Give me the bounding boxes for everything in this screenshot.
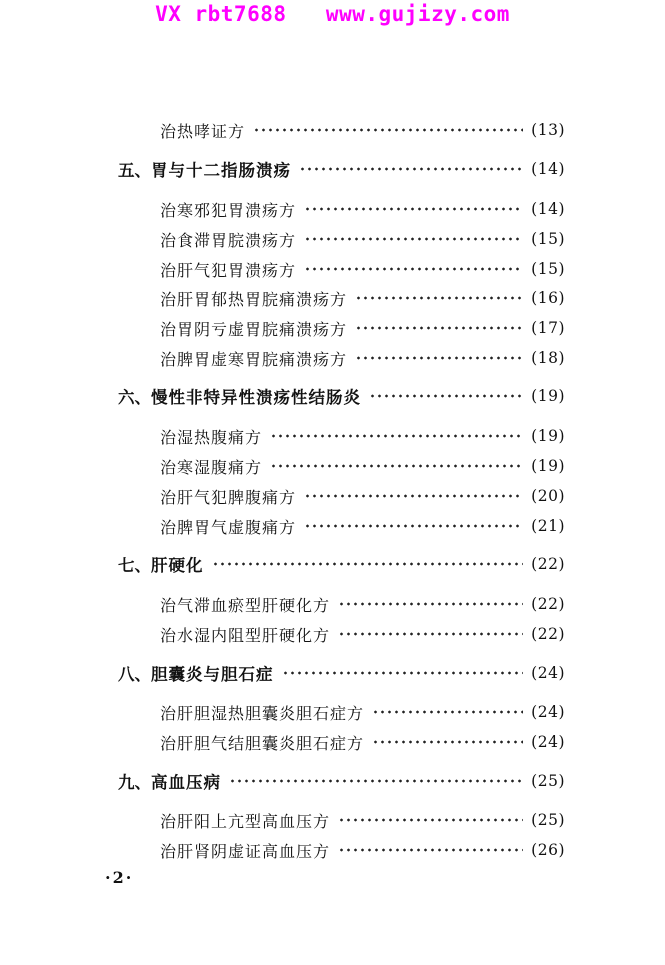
toc-page-number: (15)	[531, 230, 565, 248]
toc-entry[interactable]	[160, 284, 565, 312]
toc-page-number: (19)	[531, 427, 565, 445]
toc-entry[interactable]	[160, 255, 565, 283]
dot-leader	[270, 434, 523, 438]
toc-entry[interactable]	[160, 590, 565, 618]
dot-leader	[338, 818, 523, 822]
toc-entry[interactable]	[160, 620, 565, 648]
toc-entry-title: 治肝胆气结胆囊炎胆石症方	[160, 733, 365, 753]
toc-page-number: (14)	[531, 160, 565, 178]
toc-page-number: (14)	[531, 200, 565, 218]
toc-section-number: 六、	[118, 388, 151, 407]
toc-page-number: (18)	[531, 349, 565, 367]
watermark-text: VX rbt7688 www.gujizy.com	[155, 2, 510, 26]
toc-page-number: (16)	[531, 289, 565, 307]
toc-entry[interactable]	[160, 728, 565, 756]
toc-section-number: 八、	[118, 665, 151, 684]
toc-entry-title: 慢性非特异性溃疡性结肠炎	[151, 388, 361, 407]
toc-page-number: (17)	[531, 319, 565, 337]
page-number: ·2·	[105, 868, 134, 887]
toc-entry-title: 治脾胃虚寒胃脘痛溃疡方	[160, 349, 348, 369]
toc-section-entry[interactable]	[118, 550, 565, 578]
toc-page-number: (22)	[531, 595, 565, 613]
toc-page-number: (22)	[531, 555, 565, 573]
toc-entry-title: 治脾胃气虚腹痛方	[160, 517, 297, 537]
toc-entry[interactable]	[160, 225, 565, 253]
toc-section-entry[interactable]	[118, 155, 565, 183]
toc-entry-title: 治湿热腹痛方	[160, 427, 263, 447]
toc-section-entry[interactable]	[118, 382, 565, 410]
toc-entry-title: 治肝胃郁热胃脘痛溃疡方	[160, 289, 348, 309]
dot-leader	[338, 602, 523, 606]
dot-leader	[372, 740, 523, 744]
toc-page-number: (15)	[531, 260, 565, 278]
dot-leader	[355, 356, 523, 360]
toc-entry[interactable]	[160, 482, 565, 510]
toc-entry[interactable]	[160, 314, 565, 342]
toc-entry[interactable]	[160, 806, 565, 834]
dot-leader	[304, 237, 523, 241]
toc-page-number: (26)	[531, 841, 565, 859]
toc-entry-title: 治肝气犯脾腹痛方	[160, 487, 297, 507]
dot-leader	[355, 326, 523, 330]
toc-section-number: 九、	[118, 773, 151, 792]
toc-entry-title: 治寒邪犯胃溃疡方	[160, 200, 297, 220]
dot-leader	[304, 524, 523, 528]
toc-page-number: (19)	[531, 457, 565, 475]
toc-entry-title: 治肝气犯胃溃疡方	[160, 260, 297, 280]
toc-entry-title: 治肝肾阴虚证高血压方	[160, 841, 331, 861]
dot-leader	[369, 394, 523, 398]
toc-page-number: (22)	[531, 625, 565, 643]
dot-leader	[304, 267, 523, 271]
dot-leader	[229, 779, 523, 783]
toc-entry-title: 治寒湿腹痛方	[160, 457, 263, 477]
toc-entry-title: 肝硬化	[151, 556, 204, 575]
toc-entry-title: 高血压病	[151, 773, 221, 792]
dot-leader	[338, 848, 523, 852]
dot-leader	[304, 494, 523, 498]
dot-leader	[282, 671, 524, 675]
dot-leader	[299, 167, 523, 171]
toc-entry[interactable]	[160, 116, 565, 144]
toc-entry-title: 治水湿内阻型肝硬化方	[160, 625, 331, 645]
toc-section-entry[interactable]	[118, 659, 565, 687]
toc-page-number: (13)	[531, 121, 565, 139]
toc-entry[interactable]	[160, 836, 565, 864]
dot-leader	[304, 207, 523, 211]
toc-entry[interactable]	[160, 698, 565, 726]
toc-page-number: (25)	[531, 772, 565, 790]
toc-entry[interactable]	[160, 422, 565, 450]
toc-entry[interactable]	[160, 452, 565, 480]
toc-section-number: 五、	[118, 161, 151, 180]
toc-entry-title: 治肝阳上亢型高血压方	[160, 811, 331, 831]
toc-entry-title: 治肝胆湿热胆囊炎胆石症方	[160, 703, 365, 723]
toc-entry[interactable]	[160, 195, 565, 223]
toc-entry-title: 治气滞血瘀型肝硬化方	[160, 595, 331, 615]
toc-entry-title: 治胃阴亏虚胃脘痛溃疡方	[160, 319, 348, 339]
toc-entry-title: 治食滞胃脘溃疡方	[160, 230, 297, 250]
toc-entry[interactable]	[160, 512, 565, 540]
toc-page-number: (24)	[531, 733, 565, 751]
toc-section-entry[interactable]	[118, 767, 565, 795]
dot-leader	[270, 464, 523, 468]
dot-leader	[372, 710, 523, 714]
toc-section-number: 七、	[118, 556, 151, 575]
toc-page-number: (20)	[531, 487, 565, 505]
dot-leader	[338, 632, 523, 636]
dot-leader	[253, 128, 523, 132]
toc-page-number: (19)	[531, 387, 565, 405]
toc-page-number: (21)	[531, 517, 565, 535]
dot-leader	[212, 562, 524, 566]
toc-entry-title: 治热哮证方	[160, 121, 246, 141]
toc-page-number: (25)	[531, 811, 565, 829]
toc-entry[interactable]	[160, 344, 565, 372]
toc-page-number: (24)	[531, 664, 565, 682]
toc-entry-title: 胃与十二指肠溃疡	[151, 161, 291, 180]
dot-leader	[355, 296, 523, 300]
toc-page-number: (24)	[531, 703, 565, 721]
toc-entry-title: 胆囊炎与胆石症	[151, 665, 274, 684]
